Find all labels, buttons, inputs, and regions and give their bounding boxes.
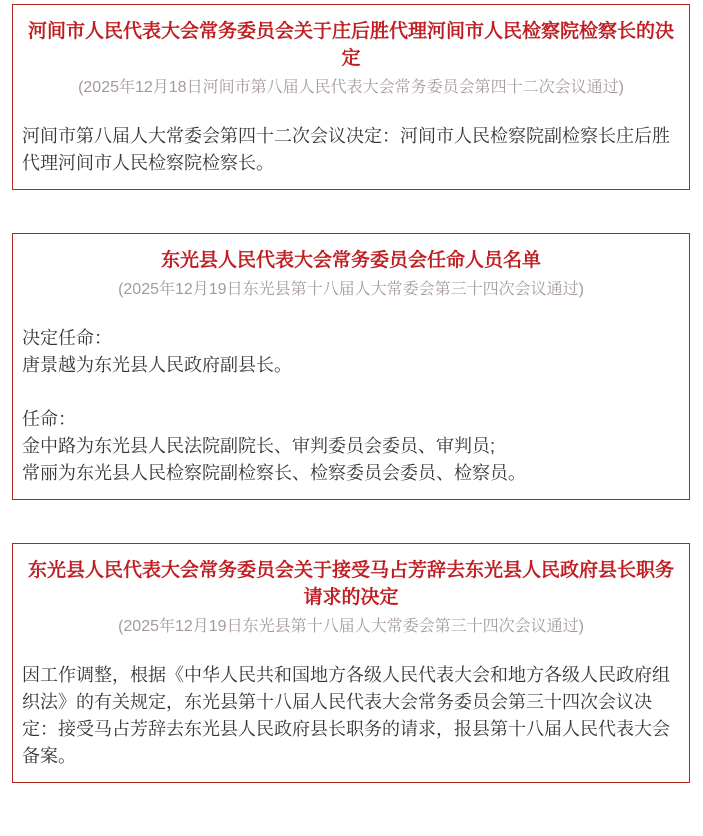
notice-meeting-subtitle: (2025年12月19日东光县第十八届人大常委会第三十四次会议通过): [118, 618, 584, 635]
body-line: 唐景越为东光县人民政府副县长。: [22, 355, 292, 375]
body-line: 因工作调整，根据《中华人民共和国地方各级人民代表大会和地方各级人民政府组织法》的有关规定，东光县第十八届人民代表大会常务委员会第三十四次会议决定：接受马占芳辞去东光县人民政府县长职务的请求，报县第十八届人民代表大会备案。: [22, 665, 670, 766]
notice-meeting-subtitle: (2025年12月18日河间市第八届人民代表大会常务委员会第四十二次会议通过): [78, 79, 624, 96]
paragraph-block: [22, 123, 680, 177]
body-line: 河间市第八届人大常委会第四十二次会议决定：河间市人民检察院副检察长庄后胜代理河间市人民检察院检察长。: [22, 126, 670, 173]
paragraph-block: [22, 325, 680, 379]
body-line: 任命：: [22, 409, 76, 429]
notice-title: 河间市人民代表大会常务委员会关于庄后胜代理河间市人民检察院检察长的决定: [27, 21, 674, 69]
notice-title: 东光县人民代表大会常务委员会任命人员名单: [160, 250, 541, 271]
notice-box-hejian-procurator-decision: [12, 4, 690, 190]
notice-body: [22, 325, 680, 487]
paragraph-block: [22, 406, 680, 487]
notice-title: 东光县人民代表大会常务委员会关于接受马占芳辞去东光县人民政府县长职务请求的决定: [27, 560, 674, 608]
notice-body: [22, 662, 680, 770]
notice-meeting-subtitle: (2025年12月19日东光县第十八届人大常委会第三十四次会议通过): [118, 281, 584, 298]
paragraph-block: [22, 662, 680, 770]
body-line: 金中路为东光县人民法院副院长、审判委员会委员、审判员;: [22, 436, 495, 456]
body-line: 决定任命：: [22, 328, 112, 348]
notice-body: [22, 123, 680, 177]
body-line: 常丽为东光县人民检察院副检察长、检察委员会委员、检察员。: [22, 463, 526, 483]
notice-box-dongguang-appointment-list: [12, 233, 690, 500]
notice-box-dongguang-resignation-decision: [12, 543, 690, 783]
